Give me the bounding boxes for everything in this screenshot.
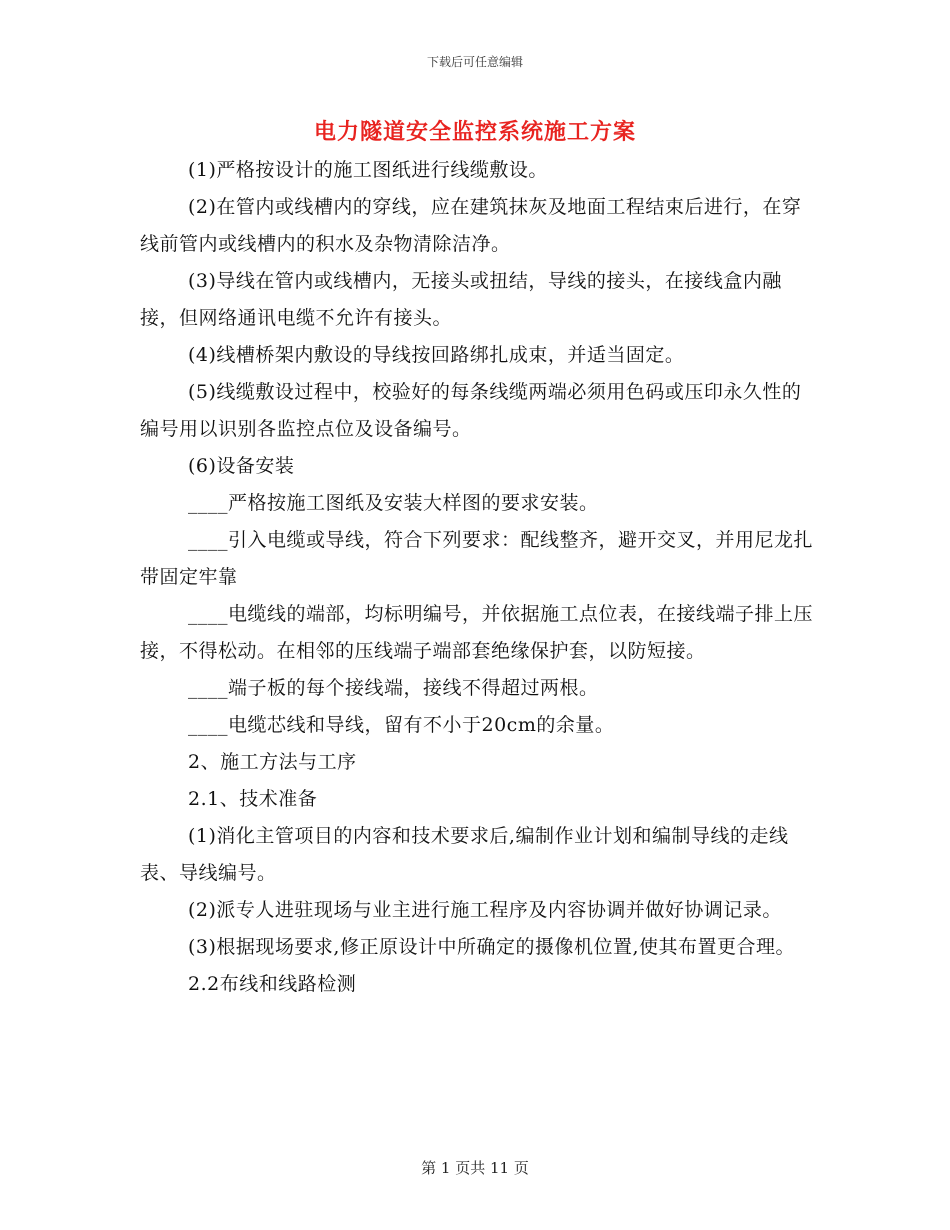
subsection-heading-2-2: 2.2布线和线路检测: [188, 973, 357, 995]
document-body: [140, 152, 820, 1003]
paragraph-16: (3)根据现场要求,修正原设计中所确定的摄像机位置,使其布置更合理。: [188, 936, 795, 958]
paragraph-7: ____严格按施工图纸及安装大样图的要求安装。: [188, 492, 599, 514]
paragraph-5: (5)线缆敷设过程中，校验好的每条线缆两端必须用色码或压印永久性的编号用以识别各监控点位及设备编号。: [140, 381, 802, 440]
paragraph-2: (2)在管内或线槽内的穿线，应在建筑抹灰及地面工程结束后进行，在穿线前管内或线槽内的积水及杂物清除洁净。: [140, 196, 802, 255]
page-header: 下载后可任意编辑: [426, 55, 523, 69]
paragraph-15: (2)派专人进驻现场与业主进行施工程序及内容协调并做好协调记录。: [188, 899, 782, 921]
document-title: 电力隧道安全监控系统施工方案: [313, 119, 636, 145]
paragraph-9: ____电缆线的端部，均标明编号，并依据施工点位表，在接线端子排上压接，不得松动。在相邻的压线端子端部套绝缘保护套，以防短接。: [140, 603, 814, 662]
paragraph-8: ____引入电缆或导线，符合下列要求：配线整齐，避开交叉，并用尼龙扎带固定牢靠: [140, 529, 814, 588]
paragraph-1: (1)严格按设计的施工图纸进行线缆敷设。: [188, 159, 548, 181]
paragraph-14: (1)消化主管项目的内容和技术要求后,编制作业计划和编制导线的走线表、导线编号。: [140, 825, 789, 884]
subsection-heading-2-1: 2.1、技术准备: [188, 788, 318, 810]
paragraph-6: (6)设备安装: [188, 455, 295, 477]
paragraph-11: ____电缆芯线和导线，留有不小于20cm的余量。: [188, 714, 615, 736]
section-heading-2: 2、施工方法与工序: [188, 751, 357, 773]
paragraph-3: (3)导线在管内或线槽内，无接头或扭结，导线的接头，在接线盒内融接，但网络通讯电缆不允许有接头。: [140, 270, 782, 329]
page-footer: 第 1 页共 11 页: [421, 1159, 529, 1177]
paragraph-10: ____端子板的每个接线端，接线不得超过两根。: [188, 677, 599, 699]
paragraph-4: (4)线槽桥架内敷设的导线按回路绑扎成束，并适当固定。: [188, 344, 685, 366]
